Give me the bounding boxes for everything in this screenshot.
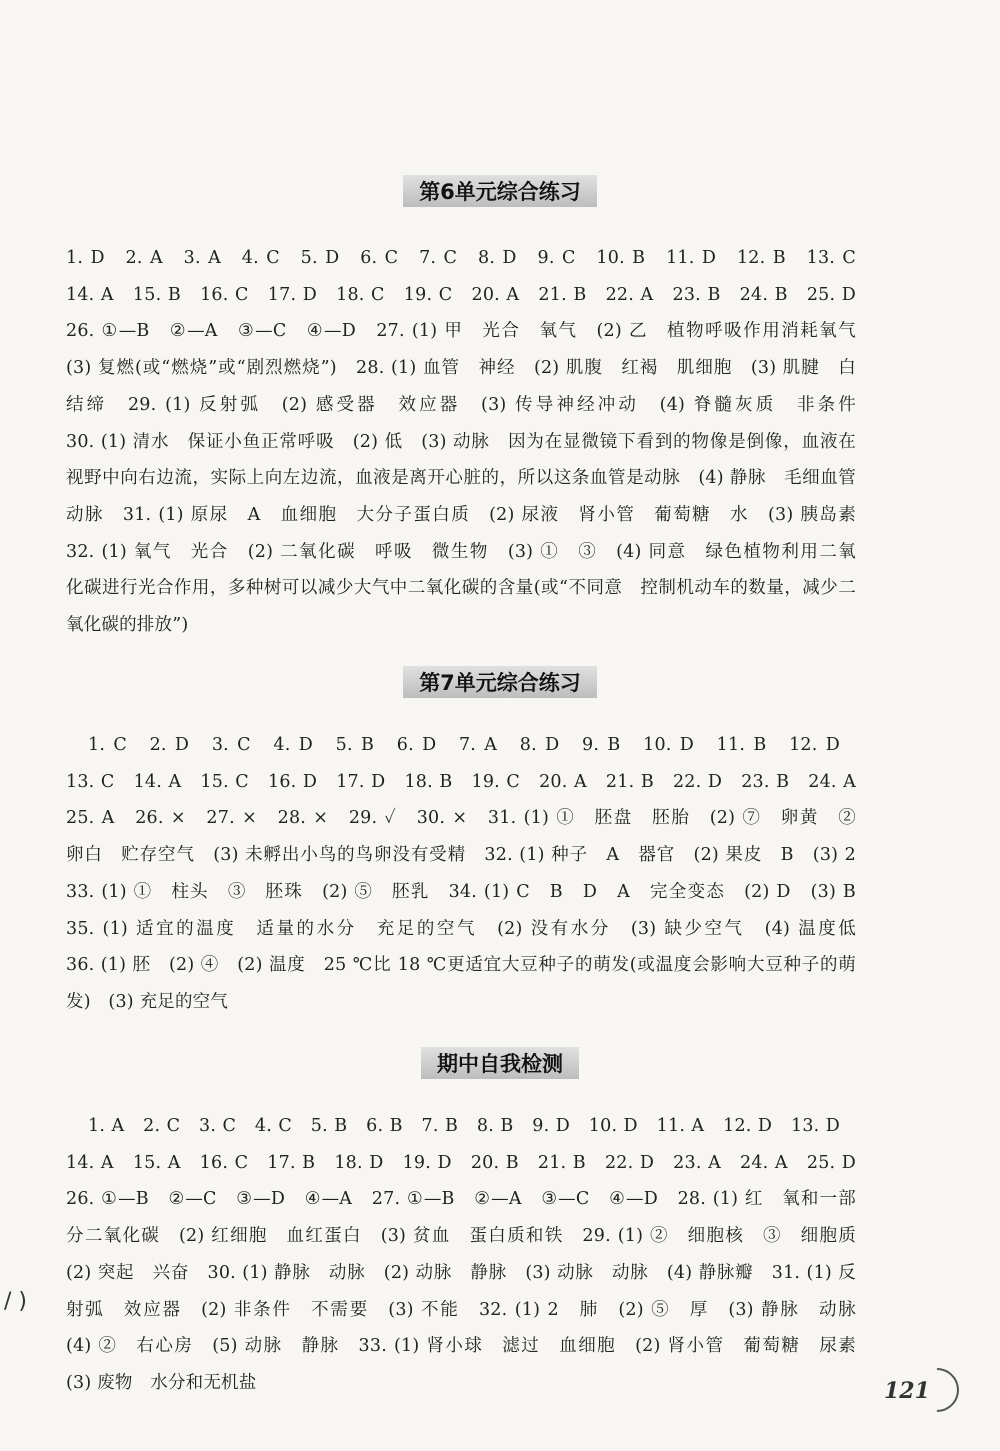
answer-line: (3) 复燃(或“燃烧”或“剧烈燃烧”) 28. (1) 血管 神经 (2) 肌腹 红褐 肌细胞 (3) 肌腱 白 xyxy=(66,358,856,379)
answer-line: 视野中向右边流，实际上向左边流，血液是离开心脏的，所以这条血管是动脉 (4) 静脉 毛细血管 xyxy=(66,468,856,489)
answer-line: 卵白 贮存空气 (3) 未孵出小鸟的鸟卵没有受精 32. (1) 种子 A 器官 (2) 果皮 B (3) 2 xyxy=(66,845,856,866)
answer-line: 化碳进行光合作用，多种树可以减少大气中二氧化碳的含量(或“不同意 控制机动车的数量，减少二 xyxy=(66,578,856,599)
answer-line: 发) (3) 充足的空气 xyxy=(66,991,229,1012)
answer-line: 13. C 14. A 15. C 16. D 17. D 18. B 19. C 20. A 21. B 22. D 23. B 24. A xyxy=(66,771,856,792)
answer-line: 33. (1) ① 柱头 ③ 胚珠 (2) ⑤ 胚乳 34. (1) C B D A 完全变态 (2) D (3) B xyxy=(66,881,856,902)
answer-line: 1. A 2. C 3. C 4. C 5. B 6. B 7. B 8. B 9. D 10. D 11. A 12. D 13. D xyxy=(88,1116,840,1136)
answer-line: 30. (1) 清水 保证小鱼正常呼吸 (2) 低 (3) 动脉 因为在显微镜下看到的物像是倒像，血液在 xyxy=(66,431,856,452)
margin-mark: / ) xyxy=(4,1289,27,1314)
page-number: 121 xyxy=(884,1378,930,1404)
answer-line: 14. A 15. A 16. C 17. B 18. D 19. D 20. B 21. B 22. D 23. A 24. A 25. D xyxy=(66,1152,856,1173)
answer-line: (3) 废物 水分和无机盐 xyxy=(66,1372,257,1393)
section-title-text: 期中自我检测 xyxy=(421,1047,579,1079)
answer-line: 动脉 31. (1) 原尿 A 血细胞 大分子蛋白质 (2) 尿液 肾小管 葡萄糖 水 (3) 胰岛素 xyxy=(66,504,856,525)
answer-line: 25. A 26. × 27. × 28. × 29. ✓ 30. × 31. (1) ① 胚盘 胚胎 (2) ⑦ 卵黄 ② xyxy=(66,808,856,829)
answer-line: 35. (1) 适宜的温度 适量的水分 充足的空气 (2) 没有水分 (3) 缺少空气 (4) 温度低 xyxy=(66,918,856,939)
answer-line: (4) ② 右心房 (5) 动脉 静脉 33. (1) 肾小球 滤过 血细胞 (2) 肾小管 葡萄糖 尿素 xyxy=(66,1336,856,1357)
answers-unit6 xyxy=(66,240,856,644)
answer-line: 分二氧化碳 (2) 红细胞 血红蛋白 (3) 贫血 蛋白质和铁 29. (1) ② 细胞核 ③ 细胞质 xyxy=(66,1226,856,1247)
section-title-text: 第6单元综合练习 xyxy=(403,175,597,207)
answer-line: 1. C 2. D 3. C 4. D 5. B 6. D 7. A 8. D 9. B 10. D 11. B 12. D xyxy=(88,735,840,755)
section-title-text: 第7单元综合练习 xyxy=(403,666,597,698)
section-title-midterm xyxy=(0,1047,1000,1079)
answers-unit7 xyxy=(66,727,856,1021)
answer-line: 1. D 2. A 3. A 4. C 5. D 6. C 7. C 8. D 9. C 10. B 11. D 12. B 13. C xyxy=(66,248,856,268)
answer-line: 氧化碳的排放”) xyxy=(66,615,189,636)
answer-line: 36. (1) 胚 (2) ④ (2) 温度 25 ℃比 18 ℃更适宜大豆种子的萌发(或温度会影响大豆种子的萌 xyxy=(66,955,856,976)
answer-line: 26. ①—B ②—A ③—C ④—D 27. (1) 甲 光合 氧气 (2) 乙 植物呼吸作用消耗氧气 xyxy=(66,321,856,342)
answer-line: 射弧 效应器 (2) 非条件 不需要 (3) 不能 32. (1) 2 肺 (2) ⑤ 厚 (3) 静脉 动脉 xyxy=(66,1299,856,1320)
answers-midterm xyxy=(66,1108,856,1402)
answer-line: 26. ①—B ②—C ③—D ④—A 27. ①—B ②—A ③—C ④—D 28. (1) 红 氧和一部 xyxy=(66,1189,856,1210)
section-title-unit7 xyxy=(0,666,1000,698)
answer-line: (2) 突起 兴奋 30. (1) 静脉 动脉 (2) 动脉 静脉 (3) 动脉 动脉 (4) 静脉瓣 31. (1) 反 xyxy=(66,1262,856,1283)
answer-line: 结缔 29. (1) 反射弧 (2) 感受器 效应器 (3) 传导神经冲动 (4) 脊髓灰质 非条件 xyxy=(66,394,856,415)
answer-line: 32. (1) 氧气 光合 (2) 二氧化碳 呼吸 微生物 (3) ① ③ (4) 同意 绿色植物利用二氧 xyxy=(66,541,856,562)
section-title-unit6 xyxy=(0,175,1000,207)
answer-line: 14. A 15. B 16. C 17. D 18. C 19. C 20. A 21. B 22. A 23. B 24. B 25. D xyxy=(66,284,856,305)
